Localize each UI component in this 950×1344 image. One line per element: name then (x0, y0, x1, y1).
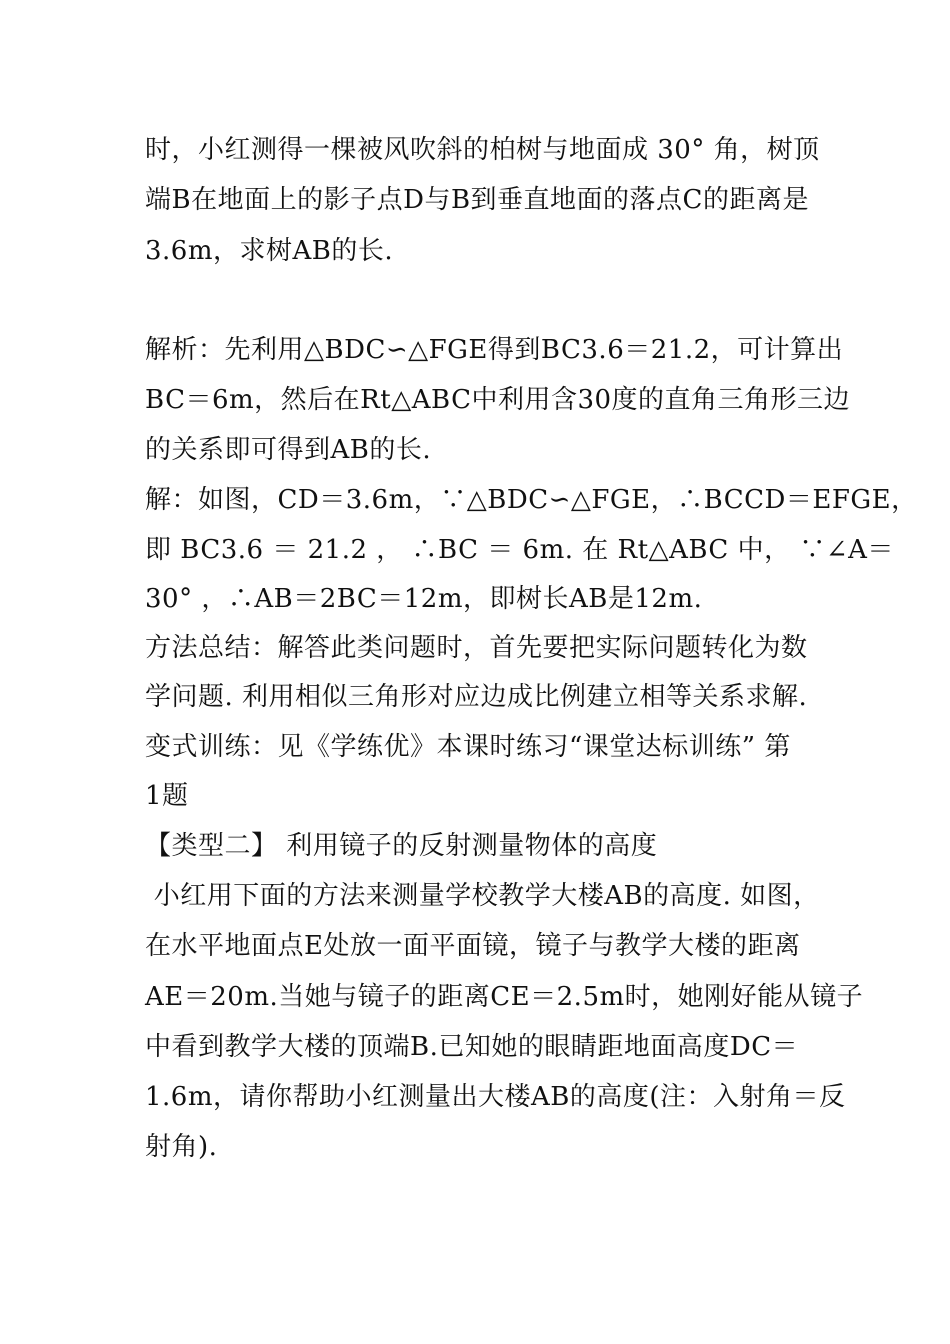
analysis-line-1: 解析：先利用△BDC∽△FGE得到BC3.6＝21.2，可计算出 (145, 335, 844, 365)
method-summary-line-2: 学问题. 利用相似三角形对应边成比例建立相等关系求解. (145, 682, 808, 712)
variant-training-line-1: 变式训练：见《学练优》本课时练习“课堂达标训练” 第 (145, 732, 791, 762)
problem1-line-1: 时，小红测得一棵被风吹斜的柏树与地面成 30° 角，树顶 (145, 135, 820, 165)
problem2-line-4: 中看到教学大楼的顶端B.已知她的眼睛距地面高度DC＝ (145, 1032, 799, 1062)
problem2-line-3: AE＝20m.当她与镜子的距离CE＝2.5m时，她刚好能从镜子 (145, 982, 864, 1012)
analysis-line-3: 的关系即可得到AB的长. (145, 435, 432, 465)
problem1-line-3: 3.6m，求树AB的长. (145, 236, 394, 266)
problem2-line-6: 射角). (145, 1132, 218, 1162)
problem2-line-2: 在水平地面点E处放一面平面镜，镜子与教学大楼的距离 (145, 931, 801, 961)
analysis-line-2: BC＝6m，然后在Rt△ABC中利用含30度的直角三角形三边 (145, 385, 851, 415)
solution-line-1: 解：如图，CD＝3.6m，∵△BDC∽△FGE，∴BCCD＝EFGE， (145, 485, 918, 515)
solution-line-2: 即 BC3.6 ＝ 21.2 ， ∴BC ＝ 6m. 在 Rt△ABC 中， ∵∠A＝ (145, 535, 894, 565)
variant-training-line-2: 1题 (145, 781, 189, 811)
problem2-line-5: 1.6m，请你帮助小红测量出大楼AB的高度(注：入射角＝反 (145, 1082, 846, 1112)
problem2-line-1: 小红用下面的方法来测量学校教学大楼AB的高度. 如图， (145, 881, 820, 911)
problem1-line-2: 端B在地面上的影子点D与B到垂直地面的落点C的距离是 (145, 185, 809, 215)
solution-line-3: 30° ，∴AB＝2BC＝12m，即树长AB是12m. (145, 584, 703, 614)
type2-heading: 【类型二】 利用镜子的反射测量物体的高度 (145, 831, 658, 861)
method-summary-line-1: 方法总结：解答此类问题时，首先要把实际问题转化为数 (145, 633, 808, 663)
